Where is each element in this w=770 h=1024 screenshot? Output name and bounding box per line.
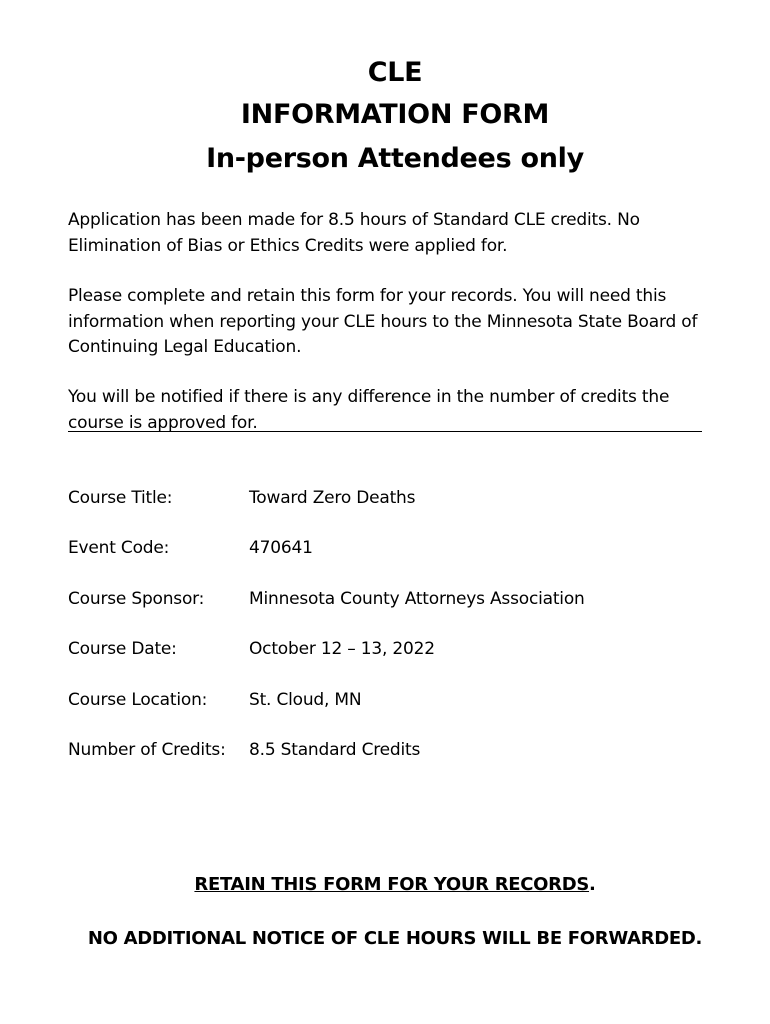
course-title-value: Toward Zero Deaths [249, 488, 416, 508]
course-title-row [68, 485, 708, 511]
event-code-label: Event Code: [68, 538, 170, 558]
course-date-label: Course Date: [68, 639, 177, 659]
no-additional-notice: NO ADDITIONAL NOTICE OF CLE HOURS WILL BE FORWARDED. [87, 928, 703, 949]
retain-form-paragraph: Please complete and retain this form for your records. You will need this information when reporting your CLE hours to the Minnesota State Board of Continuing Legal Education. [68, 286, 698, 357]
course-date-row [68, 636, 708, 662]
course-location-value: St. Cloud, MN [249, 690, 362, 710]
section-divider [68, 431, 702, 432]
course-location-label: Course Location: [68, 690, 208, 710]
course-sponsor-label: Course Sponsor: [68, 589, 205, 609]
number-of-credits-label: Number of Credits: [68, 740, 226, 760]
course-location-row [68, 687, 708, 713]
course-date-value: October 12 – 13, 2022 [249, 639, 435, 659]
header-line-attendee-type: In-person Attendees only [206, 143, 584, 174]
notification-paragraph: You will be notified if there is any difference in the number of credits the course is approved for. [68, 387, 670, 433]
course-title-label: Course Title: [68, 488, 173, 508]
retain-notice-period: . [589, 874, 596, 895]
header-line-cle: CLE [367, 57, 423, 88]
number-of-credits-value: 8.5 Standard Credits [249, 740, 421, 760]
header-line-form-title: INFORMATION FORM [240, 99, 550, 130]
credits-application-paragraph: Application has been made for 8.5 hours of Standard CLE credits. No Elimination of Bias or Ethics Credits were applied for. [68, 210, 640, 256]
event-code-value: 470641 [249, 538, 313, 558]
form-header [0, 52, 770, 182]
retain-notice-text: RETAIN THIS FORM FOR YOUR RECORDS [194, 874, 590, 895]
event-code-row [68, 535, 708, 561]
course-sponsor-row [68, 586, 708, 612]
course-sponsor-value: Minnesota County Attorneys Association [249, 589, 585, 609]
number-of-credits-row [68, 737, 708, 763]
retain-notice [0, 871, 770, 899]
